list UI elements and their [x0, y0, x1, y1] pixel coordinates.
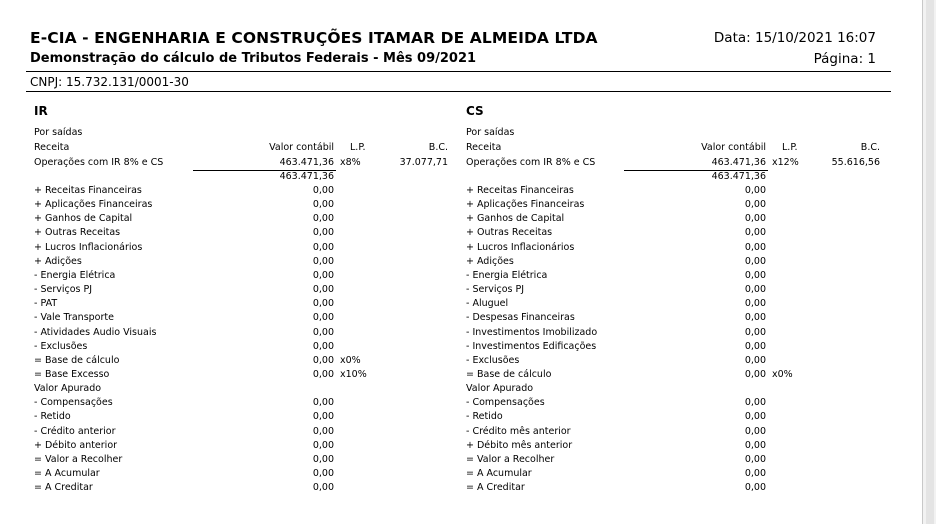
cs-row-label: + Adições: [466, 255, 514, 267]
cs-row-value: 0,00: [744, 213, 766, 225]
cs-row-value: 0,00: [744, 482, 766, 494]
ir-table-row: [34, 410, 454, 424]
ir-table-row: [34, 326, 454, 340]
ir-row-label: - Crédito anterior: [34, 425, 116, 437]
ir-row-label: = Valor a Recolher: [34, 453, 123, 465]
ir-row-label: - Compensações: [34, 397, 113, 409]
ir-table-row: [34, 368, 454, 382]
ir-row-value: 0,00: [312, 326, 334, 338]
cs-row-value: 0,00: [744, 284, 766, 296]
cs-table-row: [466, 382, 882, 396]
ir-table-row: [34, 283, 454, 297]
ir-table-row: [34, 481, 454, 495]
ir-row-lp: x10%: [340, 368, 367, 380]
cs-table-row: [466, 410, 882, 424]
ir-col-valor: Valor contábil: [269, 142, 334, 153]
ir-op-lp: x8%: [340, 157, 361, 168]
ir-row-value: 0,00: [312, 199, 334, 211]
cs-table-row: [466, 241, 882, 255]
cs-row-label: = A Creditar: [466, 482, 525, 494]
ir-table-row: [34, 297, 454, 311]
cs-table-row: [466, 453, 882, 467]
ir-op-bc: 37.077,71: [399, 157, 448, 168]
ir-row-value: 0,00: [312, 340, 334, 352]
cs-col-bc: B.C.: [860, 142, 880, 153]
ir-row-value: 0,00: [312, 397, 334, 409]
ir-table-row: [34, 439, 454, 453]
header-divider-bottom: [26, 91, 891, 92]
cs-table-row: [466, 439, 882, 453]
ir-col-receita: Receita: [34, 142, 70, 153]
cnpj-text: CNPJ: 15.732.131/0001-30: [30, 75, 189, 89]
cs-subtotal-row: [466, 170, 882, 184]
ir-table-row: [34, 255, 454, 269]
ir-row-label: - Serviços PJ: [34, 284, 93, 296]
ir-col-bc: B.C.: [428, 142, 448, 153]
cs-operations-row: [466, 156, 882, 170]
ir-table-row: [34, 241, 454, 255]
cs-row-label: - Compensações: [466, 397, 545, 409]
ir-row-label: + Adições: [34, 255, 82, 267]
ir-row-label: + Ganhos de Capital: [34, 213, 133, 225]
cs-row-value: 0,00: [744, 397, 766, 409]
cs-row-label: = A Acumular: [466, 468, 532, 479]
cs-table-row: [466, 354, 882, 368]
cs-table-row: [466, 368, 882, 382]
ir-table-row: [34, 425, 454, 439]
ir-row-value: 0,00: [312, 213, 334, 225]
cs-row-label: + Aplicações Financeiras: [466, 199, 585, 211]
ir-subtotal: 463.471,36: [279, 171, 334, 182]
cs-row-label: - Retido: [466, 411, 503, 423]
ir-row-value: 0,00: [312, 284, 334, 296]
ir-row-value: 0,00: [312, 269, 334, 281]
ir-row-label: = A Acumular: [34, 468, 100, 479]
cs-row-value: 0,00: [744, 241, 766, 253]
ir-op-label: Operações com IR 8% e CS: [34, 157, 164, 168]
ir-operations-row: [34, 156, 454, 170]
ir-table-row: [34, 467, 454, 481]
cs-table-row: [466, 226, 882, 240]
ir-row-label: Valor Apurado: [34, 383, 102, 395]
cs-row-label: + Outras Receitas: [466, 227, 553, 239]
cs-row-label: + Lucros Inflacionários: [466, 241, 575, 253]
ir-row-label: + Aplicações Financeiras: [34, 199, 153, 211]
ir-row-label: - Retido: [34, 411, 71, 423]
ir-row-label: + Débito anterior: [34, 439, 118, 451]
page-number: Página: 1: [813, 51, 876, 67]
cs-table-row: [466, 184, 882, 198]
cs-row-value: 0,00: [744, 227, 766, 239]
ir-row-value: 0,00: [312, 453, 334, 465]
cs-row-value: 0,00: [744, 269, 766, 281]
ir-row-lp: x0%: [340, 354, 361, 366]
ir-row-label: + Lucros Inflacionários: [34, 241, 143, 253]
cs-row-label: - Exclusões: [466, 354, 520, 366]
ir-table-row: [34, 396, 454, 410]
ir-row-label: - Energia Elétrica: [34, 269, 116, 281]
ir-table-row: [34, 311, 454, 325]
ir-row-label: - Exclusões: [34, 340, 88, 352]
cs-by-label: Por saídas: [466, 127, 515, 138]
report-datetime: Data: 15/10/2021 16:07: [713, 30, 876, 46]
cs-row-label: + Receitas Financeiras: [466, 185, 574, 196]
cs-table-row: [466, 340, 882, 354]
cs-table-row: [466, 198, 882, 212]
cs-column-headers: [466, 141, 882, 155]
header-divider-top: [26, 71, 891, 72]
ir-row-value: 0,00: [312, 411, 334, 423]
cs-row-label: - Crédito mês anterior: [466, 425, 571, 437]
cs-row-value: 0,00: [744, 411, 766, 423]
cs-op-bc: 55.616,56: [831, 157, 880, 168]
cs-row-label: + Ganhos de Capital: [466, 213, 565, 225]
cs-table-row: [466, 269, 882, 283]
cs-row-label: - Energia Elétrica: [466, 269, 548, 281]
cs-table-row: [466, 311, 882, 325]
cs-row-value: 0,00: [744, 255, 766, 267]
ir-row-label: - Vale Transporte: [34, 312, 114, 324]
company-name: E-CIA - ENGENHARIA E CONSTRUÇÕES ITAMAR DE ALMEIDA LTDA: [30, 29, 598, 47]
cs-subtotal: 463.471,36: [711, 171, 766, 182]
ir-subtotal-row: [34, 170, 454, 184]
ir-table-row: [34, 269, 454, 283]
cs-col-lp: L.P.: [782, 142, 798, 153]
ir-row-value: 0,00: [312, 298, 334, 310]
cs-col-valor: Valor contábil: [701, 142, 766, 153]
ir-row-value: 0,00: [312, 368, 334, 380]
ir-title: IR: [34, 104, 48, 118]
ir-row-value: 0,00: [312, 439, 334, 451]
cs-table-row: [466, 283, 882, 297]
ir-row-value: 0,00: [312, 255, 334, 267]
ir-row-label: = A Creditar: [34, 482, 93, 494]
ir-row-label: + Receitas Financeiras: [34, 185, 142, 196]
ir-column-headers: [34, 141, 454, 155]
cs-table-row: [466, 255, 882, 269]
ir-row-value: 0,00: [312, 185, 334, 196]
ir-row-value: 0,00: [312, 468, 334, 479]
cs-table-row: [466, 396, 882, 410]
cs-row-value: 0,00: [744, 468, 766, 479]
ir-row-value: 0,00: [312, 482, 334, 494]
ir-table-row: [34, 184, 454, 198]
cs-table-row: [466, 326, 882, 340]
cs-table-row: [466, 425, 882, 439]
ir-row-value: 0,00: [312, 227, 334, 239]
cs-row-value: 0,00: [744, 439, 766, 451]
ir-row-value: 0,00: [312, 241, 334, 253]
ir-by-label: Por saídas: [34, 127, 83, 138]
cs-row-label: - Investimentos Edificações: [466, 340, 597, 352]
cs-row-value: 0,00: [744, 298, 766, 310]
cs-row-value: 0,00: [744, 185, 766, 196]
ir-row-value: 0,00: [312, 354, 334, 366]
cs-table-row: [466, 481, 882, 495]
ir-row-label: = Base Excesso: [34, 368, 110, 380]
ir-op-value: 463.471,36: [279, 157, 334, 168]
cs-op-lp: x12%: [772, 157, 799, 168]
cs-op-label: Operações com IR 8% e CS: [466, 157, 596, 168]
cs-row-label: - Serviços PJ: [466, 284, 525, 296]
ir-table-row: [34, 453, 454, 467]
cs-row-value: 0,00: [744, 425, 766, 437]
cs-title: CS: [466, 104, 484, 118]
ir-table-row: [34, 340, 454, 354]
cs-col-receita: Receita: [466, 142, 502, 153]
ir-row-label: = Base de cálculo: [34, 354, 120, 366]
cs-row-value: 0,00: [744, 326, 766, 338]
ir-table-row: [34, 198, 454, 212]
cs-table-row: [466, 467, 882, 481]
report-subtitle: Demonstração do cálculo de Tributos Federais - Mês 09/2021: [30, 51, 477, 66]
cs-table-row: [466, 297, 882, 311]
ir-row-label: + Outras Receitas: [34, 227, 121, 239]
cs-row-value: 0,00: [744, 199, 766, 211]
cs-table-row: [466, 212, 882, 226]
cs-row-label: - Aluguel: [466, 298, 509, 310]
cs-row-value: 0,00: [744, 312, 766, 324]
ir-row-label: - Atividades Audio Visuais: [34, 326, 157, 338]
ir-row-label: - PAT: [34, 298, 58, 310]
ir-table-row: [34, 212, 454, 226]
page-edge: [922, 0, 936, 524]
ir-row-value: 0,00: [312, 312, 334, 324]
ir-row-value: 0,00: [312, 425, 334, 437]
cs-row-value: 0,00: [744, 354, 766, 366]
cs-row-value: 0,00: [744, 340, 766, 352]
cs-row-label: + Débito mês anterior: [466, 439, 573, 451]
cs-op-value: 463.471,36: [711, 157, 766, 168]
cs-row-label: Valor Apurado: [466, 383, 534, 395]
cs-row-label: = Base de cálculo: [466, 368, 552, 380]
ir-table-row: [34, 354, 454, 368]
ir-table-row: [34, 226, 454, 240]
cs-row-label: = Valor a Recolher: [466, 453, 555, 465]
cs-row-label: - Despesas Financeiras: [466, 312, 575, 324]
cs-row-label: - Investimentos Imobilizado: [466, 326, 598, 338]
ir-table-row: [34, 382, 454, 396]
cs-row-value: 0,00: [744, 453, 766, 465]
ir-col-lp: L.P.: [350, 142, 366, 153]
cs-row-value: 0,00: [744, 368, 766, 380]
cs-row-lp: x0%: [772, 368, 793, 380]
